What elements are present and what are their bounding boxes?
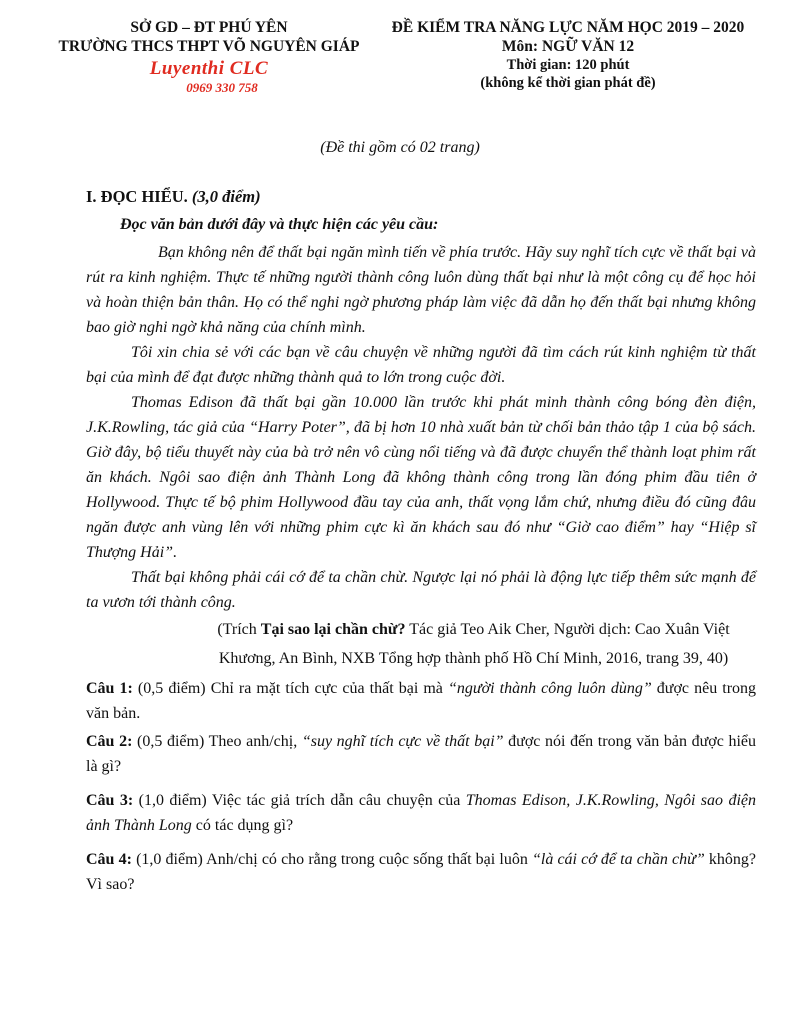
question-1-label: Câu 1:: [86, 680, 133, 697]
question-3-text: (1,0 điểm) Việc tác giả trích dẫn câu chuyện của: [133, 792, 466, 809]
section-title-text: I. ĐỌC HIỂU.: [86, 187, 188, 206]
question-4-text-end: không? Vì sao?: [86, 851, 756, 893]
question-4-quote: “là cái cớ để ta chần chừ”: [531, 851, 705, 868]
school-block: [44, 18, 374, 95]
question-2-text-end: được nói đến trong văn bản được hiểu là gì?: [86, 733, 757, 775]
source-citation: [86, 615, 756, 673]
exam-body: [0, 184, 800, 897]
logo-phone-number: 0969 330 758: [186, 80, 258, 95]
page-count-note: (Đề thi gồm có 02 trang): [320, 139, 480, 156]
passage-paragraph-4: Thất bại không phải cái cớ để ta chần chừ. Ngược lại nó phải là động lực tiếp thêm sức mạnh để ta vươn tới thành công.: [86, 569, 756, 611]
exam-info-block: [374, 18, 762, 95]
exam-duration: Thời gian: 120 phút: [506, 57, 630, 73]
citation-details: Tác giả Teo Aik Cher, Người dịch: Cao Xuân Việt Khương, An Bình, NXB Tổng hợp thành phố Hồ Chí Minh, 2016, trang 39, 40): [218, 621, 730, 667]
exam-duration-note: (không kể thời gian phát đề): [480, 75, 656, 91]
section-reading-heading: [86, 184, 756, 209]
passage-paragraph-2: Tôi xin chia sẻ với các bạn về câu chuyện về những người đã tìm cách rút kinh nghiệm từ thất bại của mình để đạt được những thành quả to lớn trong cuộc đời.: [86, 344, 756, 386]
question-1-text-end: được nêu trong văn bản.: [86, 680, 757, 722]
citation-book-title: Tại sao lại chần chừ?: [260, 621, 406, 638]
question-1-quote: “người thành công luôn dùng”: [447, 680, 652, 697]
question-3-label: Câu 3:: [86, 792, 134, 809]
question-4-text: (1,0 điểm) Anh/chị có cho rằng trong cuộc sống thất bại luôn: [131, 851, 532, 868]
question-3: [86, 788, 756, 838]
passage-paragraph-3: Thomas Edison đã thất bại gần 10.000 lần trước khi phát minh thành công bóng đèn điện, J.K.Rowling, tác giả của “Harry Poter”, đã bị hơn 10 nhà xuất bản từ chối bản thảo tập 1 của bộ sách. Giờ đây, bộ tiểu thuyết này của bà trở nên vô cùng nổi tiếng và đã được chuyển thể thành loạt phim rất ăn khách. Ngôi sao điện ảnh Thành Long đã không thành công trong lần đóng phim đầu tiên ở Hollywood. Thực tế bộ phim Hollywood đầu tay của anh, thất vọng lắm chứ, nhưng điều đó cũng đâu ngăn được anh vùng lên với những phim cực kì ăn khách sau đó như “Giờ cao điểm” hay “Hiệp sĩ Thượng Hải”.: [86, 394, 756, 561]
question-3-text-end: có tác dụng gì?: [191, 817, 294, 834]
exam-title: ĐỀ KIỂM TRA NĂNG LỰC NĂM HỌC 2019 – 2020: [391, 19, 745, 36]
passage-paragraph-1: Bạn không nên để thất bại ngăn mình tiến về phía trước. Hãy suy nghĩ tích cực về thất bại và rút ra kinh nghiệm. Thực tế những người thành công luôn dùng thất bại như là một công cụ để học hỏi và hoàn thiện bản thân. Họ có thể nghi ngờ phương pháp làm việc đã dẫn họ đến thất bại nhưng không bao giờ nghi ngờ khả năng của chính mình.: [86, 244, 756, 336]
section-points: (3,0 điểm): [191, 187, 261, 206]
school-name: TRƯỜNG THCS THPT VÕ NGUYÊN GIÁP: [58, 38, 360, 55]
reading-instruction: Đọc văn bản dưới đây và thực hiện các yêu cầu:: [120, 216, 439, 233]
exam-header: [0, 0, 800, 95]
question-2: [86, 729, 756, 779]
question-1-text: (0,5 điểm) Chỉ ra mặt tích cực của thất bại mà: [132, 680, 448, 697]
question-2-text: (0,5 điểm) Theo anh/chị,: [132, 733, 302, 750]
question-1: [86, 676, 756, 726]
exam-subject: Môn: NGỮ VĂN 12: [501, 38, 635, 55]
citation-prefix: (Trích: [217, 621, 261, 638]
question-3-quote: Thomas Edison, J.K.Rowling, Ngôi sao điện ảnh Thành Long: [86, 792, 757, 834]
question-2-quote: “suy nghĩ tích cực về thất bại”: [301, 733, 504, 750]
department-name: SỞ GD – ĐT PHÚ YÊN: [130, 19, 288, 36]
question-4-label: Câu 4:: [86, 851, 132, 868]
luyenthi-clc-logo: Luyenthi CLC: [149, 58, 269, 79]
question-2-label: Câu 2:: [86, 733, 133, 750]
question-4: [86, 847, 756, 897]
